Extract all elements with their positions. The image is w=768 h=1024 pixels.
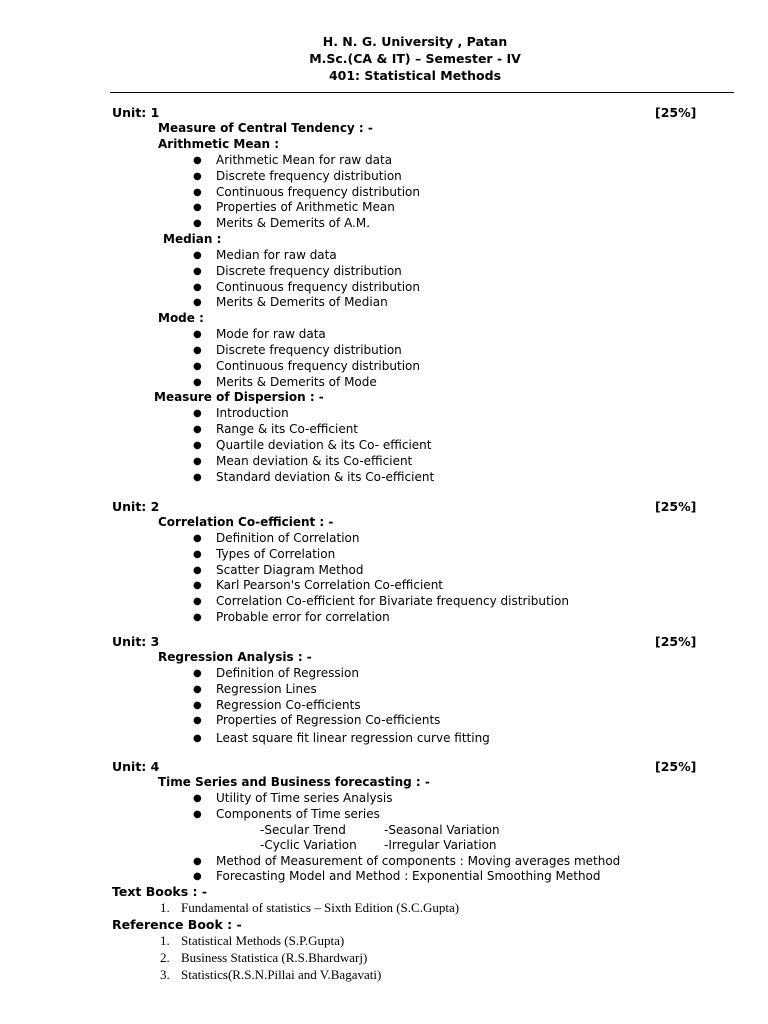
list-item: ● Continuous frequency distribution <box>193 184 420 199</box>
unit-weight: [25%] <box>655 759 697 774</box>
list-item: ● Method of Measurement of components : Moving averages method <box>193 853 621 868</box>
list-item: ● Scatter Diagram Method <box>193 562 364 577</box>
list-item: ● Probable error for correlation <box>193 609 390 624</box>
component-row <box>0 838 768 854</box>
unit-heading <box>0 499 768 515</box>
section-title: Arithmetic Mean : <box>158 137 280 151</box>
bullet-list <box>0 248 768 311</box>
list-item: ● Components of Time series <box>193 806 380 821</box>
component-row <box>0 823 768 839</box>
list-item: ● Merits & Demerits of A.M. <box>193 216 371 231</box>
list-item: ● Merits & Demerits of Median <box>193 295 388 310</box>
seasonal-variation: -Seasonal Variation <box>384 822 500 837</box>
unit-weight: [25%] <box>655 499 697 514</box>
header-rule <box>110 92 734 93</box>
secular-trend: -Secular Trend <box>260 822 346 837</box>
cyclic-variation: -Cyclic Variation <box>260 838 357 853</box>
list-item: 3. Statistics(R.S.N.Pillai and V.Bagavati) <box>160 967 382 982</box>
reference-books-label: Reference Book : - <box>112 917 242 932</box>
unit-1 <box>0 105 768 485</box>
list-item: ● Karl Pearson's Correlation Co-efficient <box>193 578 444 593</box>
text-books-label: Text Books : - <box>112 884 208 899</box>
list-item: ● Standard deviation & its Co-efficient <box>193 469 435 484</box>
list-item: 1. Fundamental of statistics – Sixth Edition (S.C.Gupta) <box>160 900 460 915</box>
bullet-list <box>0 666 768 748</box>
section-title: Median : <box>163 231 222 246</box>
section-title: Regression Analysis : - <box>158 650 312 664</box>
unit-2 <box>0 499 768 626</box>
document-header <box>0 33 768 84</box>
unit-heading <box>0 634 768 650</box>
bullet-list <box>0 327 768 390</box>
section-title: Time Series and Business forecasting : - <box>158 775 430 789</box>
list-item: ● Continuous frequency distribution <box>193 279 420 294</box>
list-item: ● Continuous frequency distribution <box>193 358 420 373</box>
program-name: M.Sc.(CA & IT) – Semester - IV <box>309 51 521 66</box>
list-item: ● Arithmetic Mean for raw data <box>193 153 393 167</box>
unit-heading <box>0 759 768 775</box>
list-item: ● Regression Lines <box>193 681 317 696</box>
bullet-list <box>0 791 768 823</box>
books-section <box>0 884 768 984</box>
list-item: 2. Business Statistica (R.S.Bhardwarj) <box>160 950 368 965</box>
list-item: ● Definition of Regression <box>193 666 359 680</box>
irregular-variation: -Irregular Variation <box>384 838 497 853</box>
list-item: ● Discrete frequency distribution <box>193 342 402 357</box>
list-item: ● Least square fit linear regression curve fitting <box>193 731 490 746</box>
list-item: ● Forecasting Model and Method : Exponential Smoothing Method <box>193 869 601 884</box>
unit-weight: [25%] <box>655 634 697 649</box>
section-title: Mode : <box>158 311 204 326</box>
unit-3 <box>0 634 768 748</box>
bullet-list <box>0 406 768 485</box>
list-item: ● Median for raw data <box>193 247 337 262</box>
list-item: ● Properties of Arithmetic Mean <box>193 200 395 215</box>
list-item: ● Quartile deviation & its Co- efficient <box>193 437 432 452</box>
list-item: ● Discrete frequency distribution <box>193 168 402 183</box>
unit-label: Unit: 3 <box>112 634 160 649</box>
unit-weight: [25%] <box>655 105 697 120</box>
section-title: Measure of Dispersion : - <box>154 390 324 405</box>
list-item: ● Range & its Co-efficient <box>193 422 359 437</box>
bullet-list <box>0 153 768 232</box>
list-item: ● Types of Correlation <box>193 546 336 561</box>
unit-label: Unit: 2 <box>112 499 160 514</box>
list-item: ● Correlation Co-efficient for Bivariate frequency distribution <box>193 594 569 609</box>
list-item: 1. Statistical Methods (S.P.Gupta) <box>160 933 345 948</box>
list-item: ● Regression Co-efficients <box>193 697 361 712</box>
list-item: ● Mean deviation & its Co-efficient <box>193 453 413 468</box>
section-title: Measure of Central Tendency : - <box>158 121 373 135</box>
list-item: ● Utility of Time series Analysis <box>193 791 393 805</box>
list-item: ● Properties of Regression Co-efficients <box>193 713 441 728</box>
bullet-list <box>0 531 768 626</box>
list-item: ● Mode for raw data <box>193 327 326 342</box>
unit-label: Unit: 1 <box>112 105 160 120</box>
course-title: 401: Statistical Methods <box>328 68 502 83</box>
section-title: Correlation Co-efficient : - <box>158 515 334 529</box>
list-item: ● Definition of Correlation <box>193 531 360 545</box>
unit-heading <box>0 105 768 121</box>
unit-4 <box>0 759 768 885</box>
list-item: ● Introduction <box>193 406 289 421</box>
unit-label: Unit: 4 <box>112 759 160 774</box>
list-item: ● Discrete frequency distribution <box>193 263 402 278</box>
bullet-list <box>0 854 768 886</box>
university-name: H. N. G. University , Patan <box>322 34 508 49</box>
list-item: ● Merits & Demerits of Mode <box>193 374 377 389</box>
